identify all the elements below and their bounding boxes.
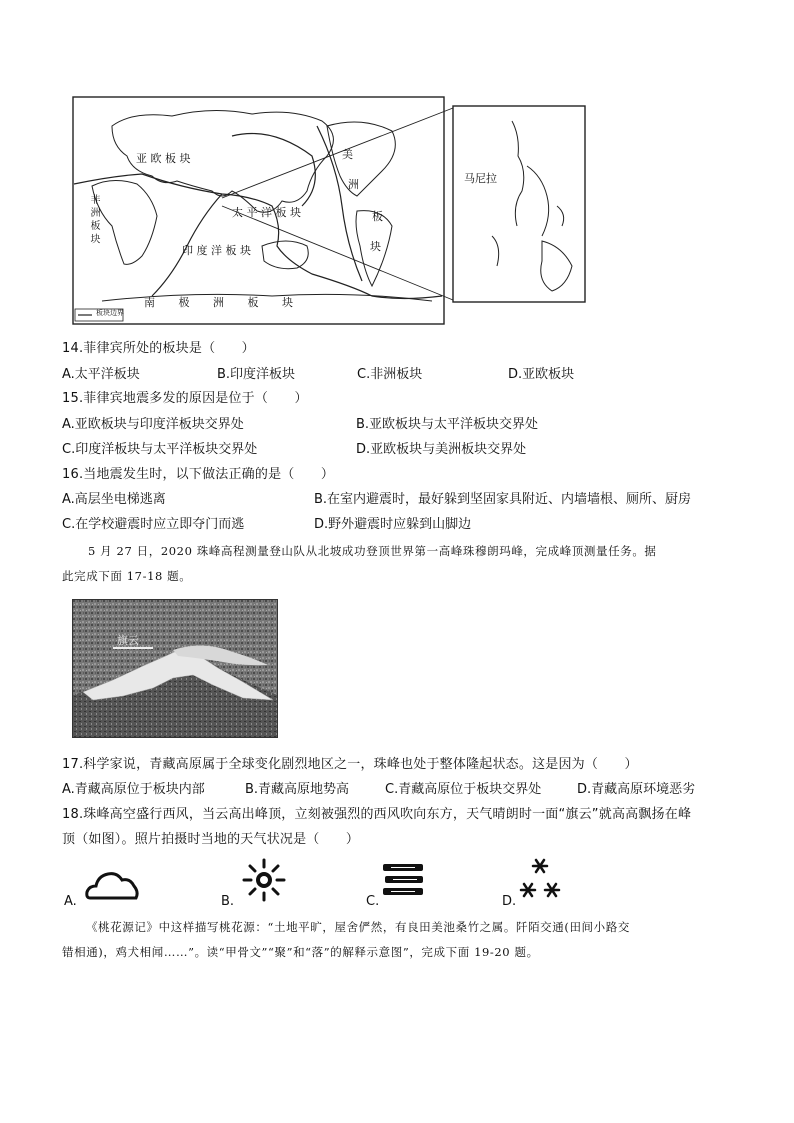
indian-plate-label: 印 度 洋 板 块: [182, 244, 251, 257]
cloudy-icon[interactable]: [84, 866, 140, 902]
q18-option-a-label: A.: [64, 894, 77, 909]
q17-option-a[interactable]: A.青藏高原位于板块内部: [62, 782, 205, 797]
q17-option-d[interactable]: D.青藏高原环境恶劣: [577, 782, 696, 797]
pacific-plate-label: 太 平 洋 板 块: [232, 206, 301, 219]
q16-stem: 16.当地震发生时，以下做法正确的是（ ）: [62, 467, 335, 482]
q15-option-a[interactable]: A.亚欧板块与印度洋板块交界处: [62, 417, 244, 432]
snow-icon[interactable]: [516, 856, 564, 902]
q17-stem: 17.科学家说，青藏高原属于全球变化剧烈地区之一，珠峰也处于整体隆起状态。这是因为（ ）: [62, 757, 638, 772]
sunny-icon[interactable]: [242, 858, 286, 902]
america-plate-label-2: 洲: [348, 178, 359, 191]
q14-option-b[interactable]: B.印度洋板块: [217, 367, 296, 382]
q18-option-c-label: C.: [366, 894, 380, 909]
q17-option-b[interactable]: B.青藏高原地势高: [245, 782, 350, 797]
legend-label: 板块边界: [96, 309, 124, 317]
q15-stem: 15.菲律宾地震多发的原因是位于（ ）: [62, 391, 308, 406]
america-plate-label-1: 美: [342, 148, 353, 161]
q18-option-a[interactable]: [64, 893, 77, 911]
flag-cloud-photo: [72, 599, 278, 738]
inset-map-frame: [453, 106, 585, 302]
plate-map-figure: [72, 96, 588, 326]
africa-plate-label: 非 洲 板 块: [88, 194, 99, 244]
america-plate-label-3: 板: [372, 210, 383, 223]
q18-stem-line1: 18.珠峰高空盛行西风，当云高出峰顶，立刻被强烈的西风吹向东方，天气晴朗时一面“旗云”就高高飘扬在峰: [62, 807, 692, 822]
fog-icon[interactable]: [381, 862, 425, 898]
q15-option-c[interactable]: C.印度洋板块与太平洋板块交界处: [62, 442, 258, 457]
america-plate-label-4: 块: [370, 240, 381, 253]
q17-option-c[interactable]: C.青藏高原位于板块交界处: [385, 782, 542, 797]
passage2-line1: 《桃花源记》中这样描写桃花源：“土地平旷，屋舍俨然，有良田美池桑竹之属。阡陌交通(田间小路交: [86, 920, 630, 934]
q15-option-d[interactable]: D.亚欧板块与美洲板块交界处: [356, 442, 527, 457]
antarctic-plate-label: 南 极 洲 板 块: [144, 296, 303, 309]
q14-stem: 14.菲律宾所处的板块是（ ）: [62, 341, 255, 356]
q16-option-d[interactable]: D.野外避震时应躲到山脚边: [314, 517, 472, 532]
q18-option-b-label: B.: [221, 894, 235, 909]
q18-option-b[interactable]: [221, 893, 234, 911]
q14-option-d[interactable]: D.亚欧板块: [508, 367, 575, 382]
q14-option-a[interactable]: A.太平洋板块: [62, 367, 140, 382]
q18-option-d[interactable]: [502, 893, 516, 911]
manila-label: 马尼拉: [464, 172, 497, 185]
passage1-line2: 此完成下面 17-18 题。: [62, 569, 192, 583]
plate-map-svg: [72, 96, 588, 326]
q18-stem-line2: 顶（如图）。照片拍摄时当地的天气状况是（ ）: [62, 832, 360, 847]
passage1-line1: 5 月 27 日，2020 珠峰高程测量登山队从北坡成功登顶世界第一高峰珠穆朗玛峰，完成峰顶测量任务。据: [88, 544, 657, 558]
q16-option-c[interactable]: C.在学校避震时应立即夺门而逃: [62, 517, 245, 532]
passage2-line2: 错相通)，鸡犬相闻……”。读“甲骨文”“聚”和“落”的解释示意图”，完成下面 19-20 题。: [62, 945, 539, 959]
q16-option-a[interactable]: A.高层坐电梯逃离: [62, 492, 166, 507]
q16-option-b[interactable]: B.在室内避震时，最好躲到坚固家具附近、内墙墙根、厕所、厨房: [314, 492, 692, 507]
eurasia-plate-label: 亚 欧 板 块: [136, 152, 191, 165]
q18-option-c[interactable]: [366, 893, 379, 911]
everest-photo-svg: [73, 600, 277, 737]
q14-option-c[interactable]: C.非洲板块: [357, 367, 423, 382]
flag-cloud-label: 旗云: [117, 634, 139, 647]
q15-option-b[interactable]: B.亚欧板块与太平洋板块交界处: [356, 417, 539, 432]
q18-option-d-label: D.: [502, 894, 517, 909]
